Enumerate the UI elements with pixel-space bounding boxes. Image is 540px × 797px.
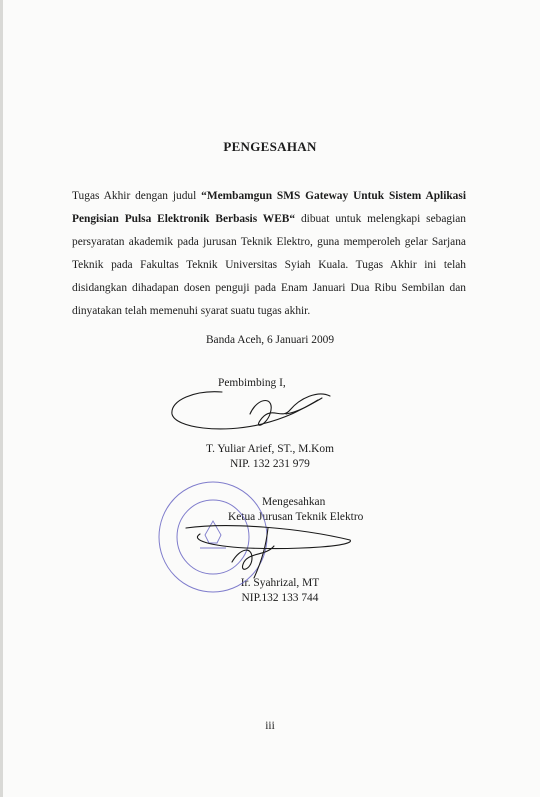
date-line: Banda Aceh, 6 Januari 2009 (205, 334, 335, 346)
advisor-signature (172, 392, 330, 429)
page-number: iii (265, 720, 275, 732)
paragraph-rest: dibuat untuk melengkapi sebagian persyaratan akademik pada jurusan Teknik Elektro, guna memperoleh gelar Sarjana Teknik pada Fakultas Teknik Universitas Syiah Kuala. Tugas Akhir ini telah disidangkan dihadapan dosen penguji pada Enam Januari Dua Ribu Sembilan dan dinyatakan telah memenuhi syarat suatu tugas akhir. (72, 213, 466, 317)
page-title: PENGESAHAN (223, 139, 317, 154)
stamp-outer-ring (159, 482, 267, 592)
stamp-emblem (205, 521, 221, 543)
department-head-role: Ketua Jurusan Teknik Elektro (228, 511, 364, 523)
department-head-signature (186, 526, 350, 578)
department-stamp (159, 482, 267, 592)
stamp-inner-ring (177, 500, 249, 574)
thesis-title: “Membamgun SMS Gateway Untuk Sistem Aplikasi Pengisian Pulsa Elektronik Berbasis WEB“ (72, 190, 466, 225)
approval-label: Mengesahkan (262, 496, 326, 508)
department-head-name: Ir. Syahrizal, MT (240, 577, 320, 589)
advisor-name: T. Yuliar Arief, ST., M.Kom (206, 443, 334, 455)
advisor-nip: NIP. 132 231 979 (230, 458, 310, 470)
department-head-nip: NIP.132 133 744 (241, 592, 319, 604)
advisor-label: Pembimbing I, (218, 377, 286, 389)
paragraph-intro: Tugas Akhir dengan judul (72, 190, 202, 202)
